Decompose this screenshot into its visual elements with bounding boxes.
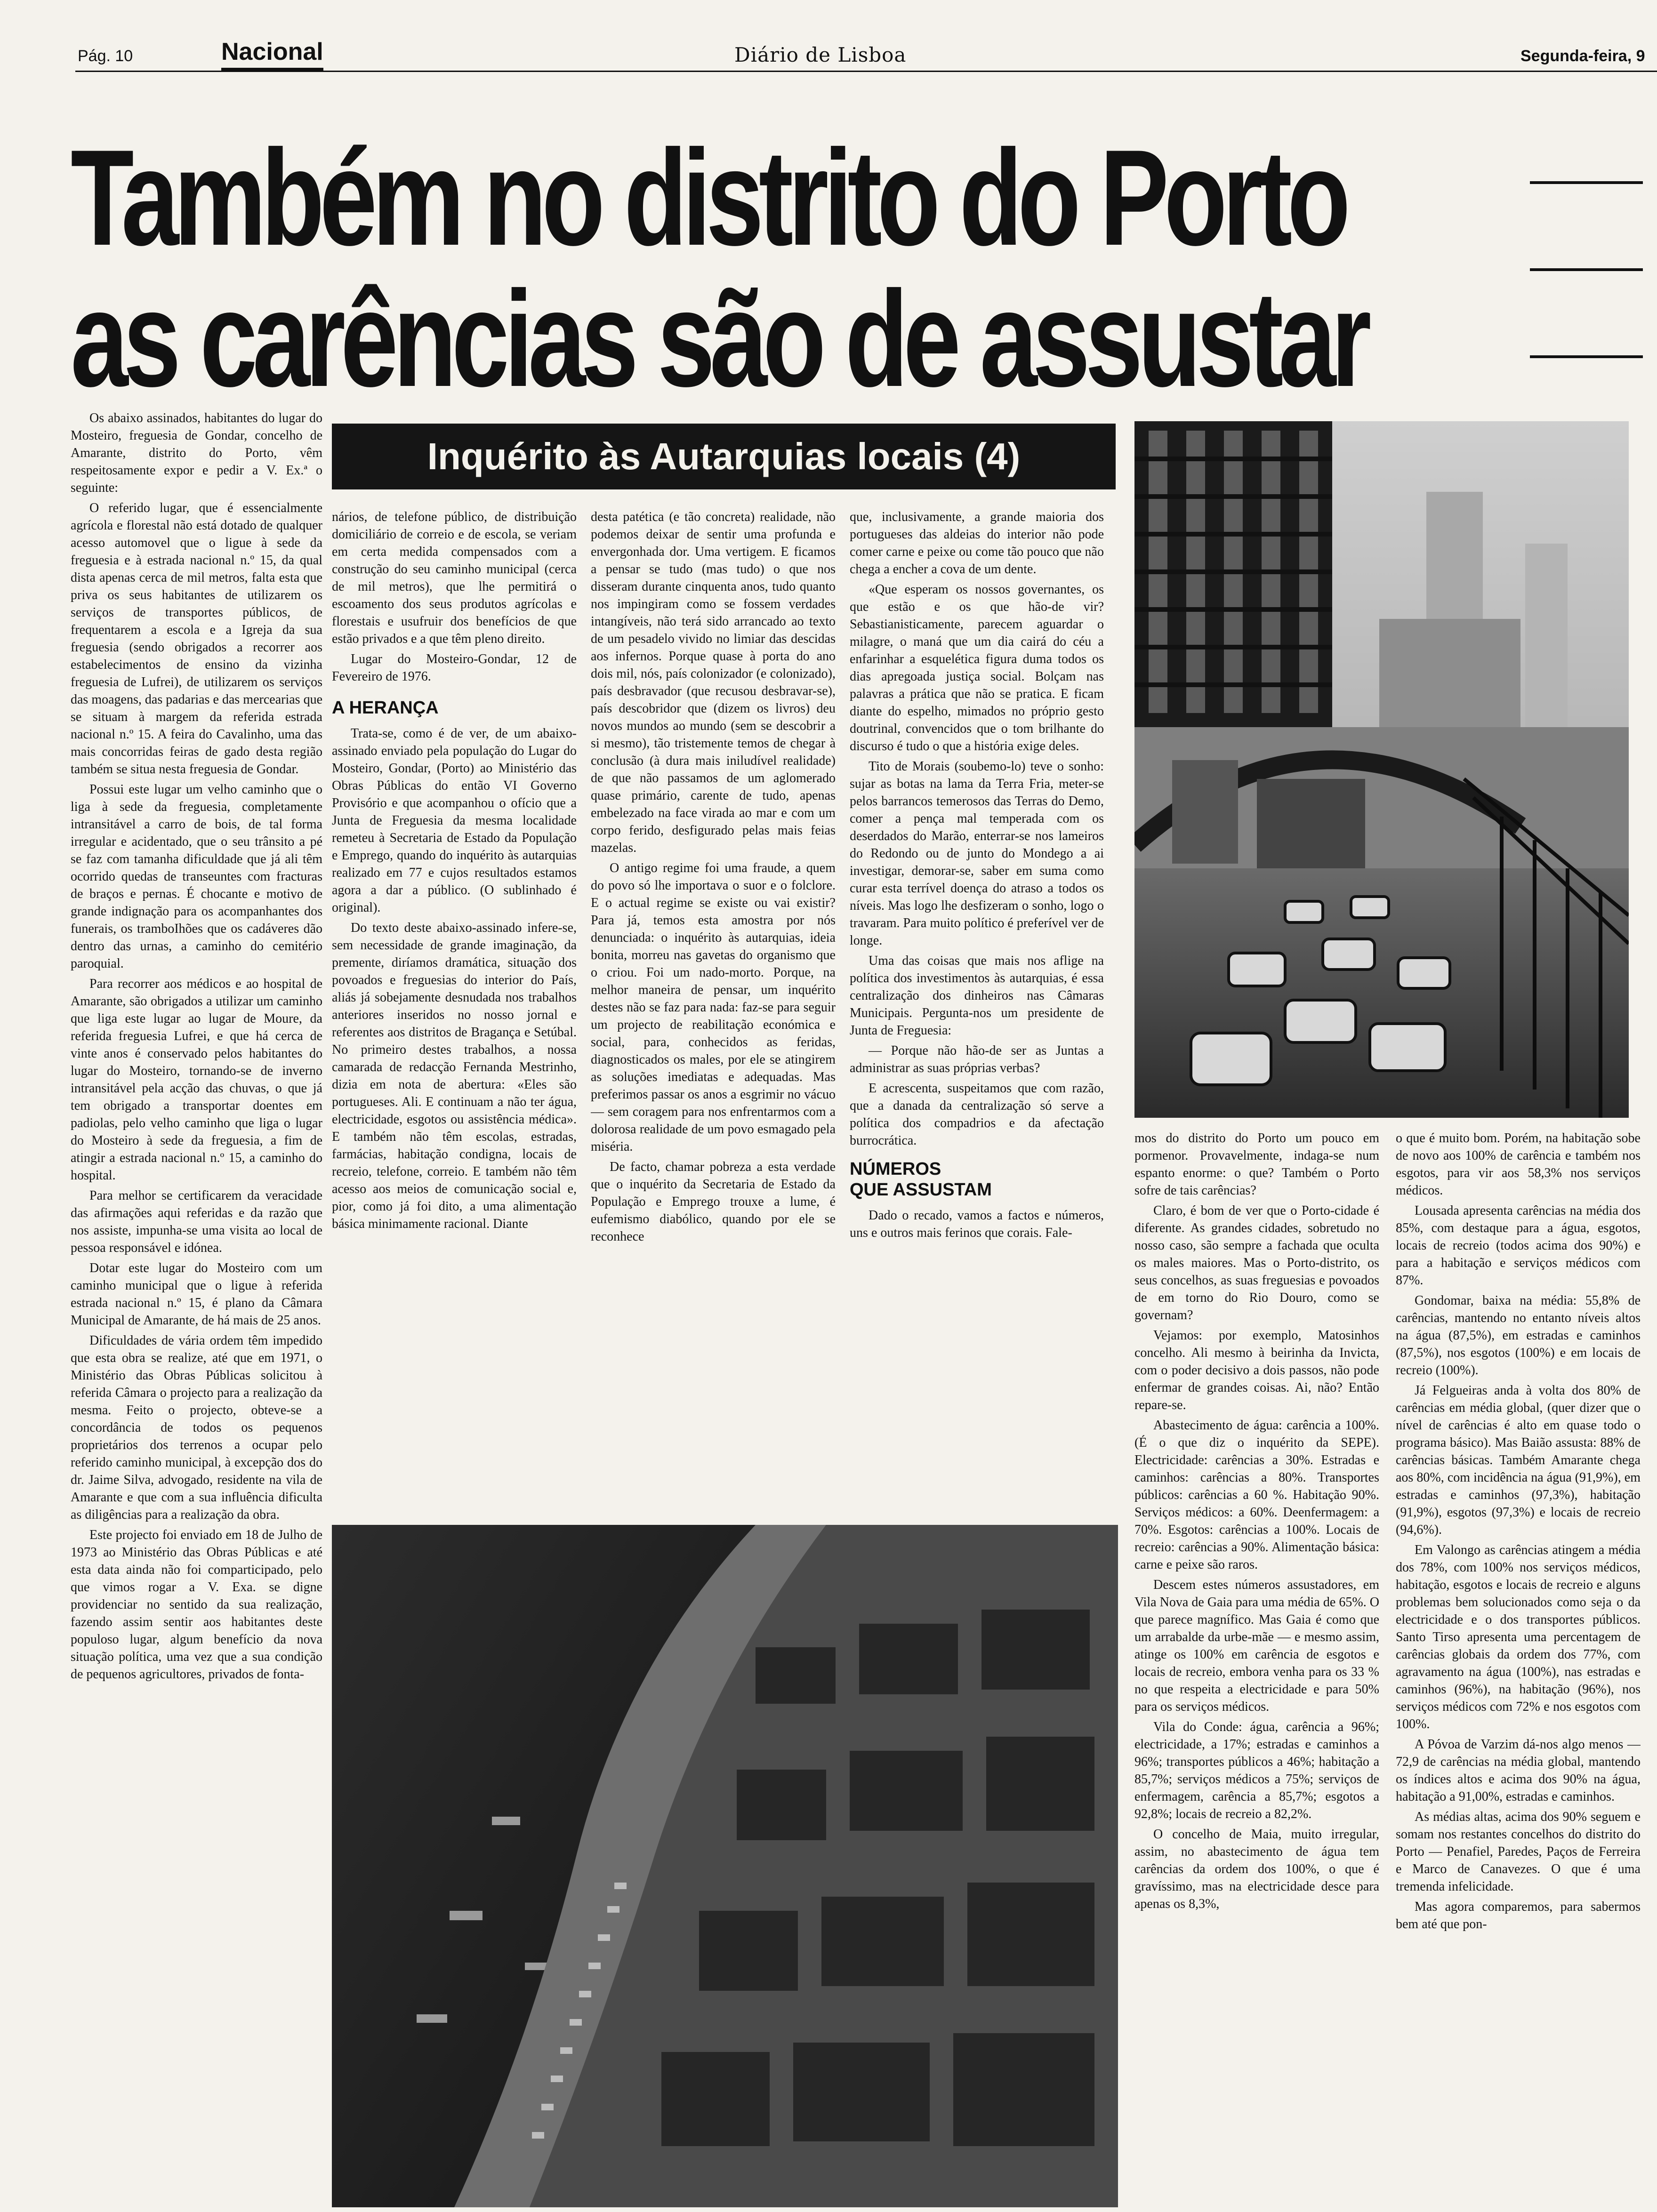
paragraph: Os abaixo assinados, habitantes do lugar do Mosteiro, freguesia de Gondar, concelho de Amarante, distrito do Porto, vêm respeitosamente expor e pedir a V. Ex.ª o seguinte:: [71, 411, 322, 495]
paragraph: A Póvoa de Varzim dá-nos algo menos — 72,9 de carências na média global, mantendo os índices altos e acima dos 90% na água, habitação a 91,00%, estradas e caminhos.: [1396, 1737, 1641, 1804]
article-column-3: [591, 508, 836, 1515]
paragraph: Dado o recado, vamos a factos e números, uns e outros mais ferinos que corais. Fale-: [850, 1208, 1104, 1240]
headline-line-1: Também no distrito do Porto: [71, 121, 1346, 274]
section-name: Nacional: [221, 38, 323, 71]
headline: [71, 121, 1367, 415]
side-rule: [1530, 355, 1643, 358]
paragraph: Possui este lugar um velho caminho que o liga à sede da freguesia, completamente intransitável a carro de bois, de tal forma irregular e acidentado, que o seu trânsito a pé se faz com tamanha dificuldade que já ali têm ocorrido quedas de transeuntes com fracturas de braços e pernas. É chocante e motivo de grande indignação para os acompanhantes dos funerais, os tramboIhões que os cadáveres dão dentro das urnas, a caminho do cemitério paroquial.: [71, 782, 322, 971]
signature-line: Lugar do Mosteiro-Gondar, 12 de Fevereiro de 1976.: [332, 652, 577, 684]
paragraph: Para recorrer aos médicos e ao hospital de Amarante, são obrigados a utilizar um caminho que liga este lugar ao lugar de Moure, da referida freguesia Lufrei, e que há cerca de vinte anos é conservado pelos habitantes do lugar do Mosteiro, tornando-se de inverno intransitável pela acção das chuvas, o que já tem obrigado a transportar doentes em padiolas, pelo velho caminho que liga o lugar do Mosteiro à sede da freguesia, a fim de atingir a estrada nacional n.º 15, a caminho do hospital.: [71, 977, 322, 1183]
paragraph: Abastecimento de água: carência a 100%. (É o que diz o inquérito da SEPE). Electricidade: carências a 30%. Estradas e caminhos: carências a 80%. Transportes públicos: carências a 60 %. Habitação 90%. Serviços médicos: a 60%. Deenfermagem: a 70%. Esgotos: carências a 100%. Locais de recreio: carências a 90%. Alimentação básica: carne e peixe são raros.: [1134, 1418, 1379, 1572]
paragraph: que, inclusivamente, a grande maioria dos portugueses das aldeias do interior não pode comer carne e peixe ou come tão pouco que não chega a encher a cova de um dente.: [850, 510, 1104, 577]
side-rule: [1530, 268, 1643, 271]
paragraph: Para melhor se certificarem da veracidade das afirmações aqui referidas e da razão que nos assiste, impunha-se uma visita ao local de pessoa responsável e idónea.: [71, 1188, 322, 1255]
paragraph: O antigo regime foi uma fraude, a quem do povo só lhe importava o suor e o folclore. E o actual regime se existe ou vai existir? Para já, temos esta amostra por nós denunciada: o inquérito às autarquias, ideia bonita, morreu nas gavetas do organismo que o criou. Foi um nado-morto. Porque, na melhor maneira de pensar, um inquérito destes não se faz para nada: faz-se para seguir um projecto de reabilitação económica e social, para, conhecidos as feridas, diagnosticados os males, por ele se atingirem as soluções imediatas e adequadas. Mas preferimos passar os anos a esgrimir no vácuo — sem coragem para nos enfrentarmos com a dolorosa realidade de um povo esmagado pela miséria.: [591, 861, 836, 1154]
series-banner: Inquérito às Autarquias locais (4): [332, 424, 1116, 489]
paragraph: nários, de telefone público, de distribuição domiciliário de correio e de escola, se veriam em certa medida compensados com a construção do seu caminho municipal (cerca de mil metros), que lhe permitirá o escoamento dos seus produtos agrícolas e florestais e usufruir dos benefícios de que estão privados e a que têm pleno direito.: [332, 510, 577, 646]
paragraph: Lousada apresenta carências na média dos 85%, com destaque para a água, esgotos, locais de recreio (todos acima dos 90%) e para a habitação e serviços médicos com 87%.: [1396, 1203, 1641, 1288]
paragraph: De facto, chamar pobreza a esta verdade que o inquérito da Secretaria de Estado da População e Emprego trouxe a lume, é eufemismo diabólico, quando por ele se reconhece: [591, 1160, 836, 1244]
paragraph: Tito de Morais (soubemo-lo) teve o sonho: sujar as botas na lama da Terra Fria, meter-se pelos barrancos temerosos das Terras do Demo, comer a pença mal temperada com os deserdados do Marão, enterrar-se nos lameiros do Redondo ou de junto do Mondego a ai investigar, demorar-se, saber em suma como curar esta terrível doença do atraso a todos os níveis. Mas logo lhe desfizeram o sonho, logo o travaram. Para muito político é preferível ver de longe.: [850, 759, 1104, 948]
paragraph: Descem estes números assustadores, em Vila Nova de Gaia para uma média de 65%. O que parece magnífico. Mas Gaia é como que um arrabalde da urbe-mãe — e mesmo assim, atinge os 100% em carência de esgotos e locais de recreio, embora venha para os 33 % no que respeita a electricidade e para 50% para os serviços médicos.: [1134, 1578, 1379, 1714]
article-column-6: [1396, 1130, 1641, 2207]
paragraph: Vejamos: por exemplo, Matosinhos concelho. Ali mesmo à beirinha da Invicta, com o poder decisivo a dois passos, não pode enfermar de grandes coisas. Ai, não? Então repare-se.: [1134, 1328, 1379, 1412]
subheading: A HERANÇA: [332, 698, 439, 718]
paragraph: Dificuldades de vária ordem têm impedido que esta obra se realize, até que em 1971, o Ministério das Obras Públicas solicitou à referida Câmara o projecto para a realização da mesma. Feito o projecto, obteve-se a concordância de todos os pequenos proprietários dos terrenos a ocupar pelo referido caminho municipal, à excepção dos do dr. Jaime Silva, advogado, residente na vila de Amarante e que com a sua influência dificulta as diligências para a realização da obra.: [71, 1333, 322, 1522]
paragraph: Dotar este lugar do Mosteiro com um caminho municipal que o ligue à referida estrada nacional n.º 15, é plano da Câmara Municipal de Amarante, de há mais de 25 anos.: [71, 1261, 322, 1328]
paragraph: Do texto deste abaixo-assinado infere-se, sem necessidade de grande imaginação, da premente, diríamos dramática, situação dos povoados e freguesias do interior do País, aliás já sobejamente desnudada nos trabalhos anteriores inseridos no nosso jornal e referentes aos distritos de Bragança e Setúbal. No primeiro destes trabalhos, a nossa camarada de redacção Fernanda Mestrinho, dizia em nota de abertura: «Eles são portugueses. Ali. E continuam a não ter água, electricidade, esgotos ou assistência médica». E também não têm escolas, estradas, farmácias, habitação condigna, locais de recreio, telefone, correio. E também não têm acesso aos meios de comunicação social e, pior, como já foi dito, a uma alimentação básica minimamente racional. Diante: [332, 921, 577, 1231]
article-column-5: [1134, 1130, 1379, 2207]
page-number: Pág. 10: [78, 47, 133, 65]
paragraph: o que é muito bom. Porém, na habitação sobe de novo aos 100% de carência e também nos esgotos, para vir aos 58,3% nos serviços médicos.: [1396, 1131, 1641, 1198]
paragraph: Mas agora comparemos, para sabermos bem até que pon-: [1396, 1899, 1641, 1931]
paragraph: O concelho de Maia, muito irregular, assim, no abastecimento de água tem carências da ordem dos 100%, o que é gravíssimo, mas na electricidade desce para apenas os 8,3%,: [1134, 1827, 1379, 1911]
photo-city-bridge-image: [1134, 421, 1629, 1118]
subheading: [850, 1159, 1104, 1200]
side-rule: [1530, 181, 1643, 184]
paragraph: Em Valongo as carências atingem a média dos 78%, com 100% nos serviços médicos, habitação, esgotos e locais de recreio e alguns problemas bem solucionados como seja o da electricidade e o dos transportes públicos. Santo Tirso apresenta uma percentagem de carências globais da ordem dos 77%, com agravamento na água (100%), nas estradas e caminhos (96%), na habitação (96%), nos serviços médicos com 72% e nos esgotos com 100%.: [1396, 1543, 1641, 1731]
subheading-line: QUE ASSUSTAM: [850, 1180, 992, 1200]
paragraph: — Porque não hão-de ser as Juntas a administrar as suas próprias verbas?: [850, 1043, 1104, 1075]
paragraph: O referido lugar, que é essencialmente agrícola e florestal não está dotado de qualquer acesso automovel que o ligue à sede da freguesia e à estrada nacional n.º 15, da qual dista apenas cerca de mil metros, falta esta que priva os seus habitantes de utilizarem os serviços de transportes públicos, de frequentarem a escola e a Igreja da sua freguesia (sendo obrigados a recorrer aos estabelecimentos de ensino da vizinha freguesia de Lufrei), de utilizarem os serviços das moagens, das padarias e das mercearias que se situam à margem da referida estrada nacional n.º 15. A feira do Cavalinho, uma das mais concorridas feiras de gado desta região também se situa nesta freguesia de Gondar.: [71, 501, 322, 777]
paragraph: «Que esperam os nossos governantes, os que estão e os que hão-de vir? Sebastianisticamente, parecem aguardar o milagre, o maná que um dia cairá do céu a enfarinhar a esquelética figura duma todos os dias apregoada justiça social. Bolçam nas palavras a prática que não se pratica. E ficam diante do espelho, mimados no próprio gesto doutrinal, convencidos que o tom brilhante do discurso é tudo o que a história exige deles.: [850, 582, 1104, 753]
paragraph: Uma das coisas que mais nos aflige na política dos investimentos às autarquias, é essa centralização dos dinheiros nas Câmaras Municipais. Pergunta-nos um presidente de Junta de Freguesia:: [850, 954, 1104, 1038]
paragraph: Gondomar, baixa na média: 55,8% de carências, mantendo no entanto níveis altos na água (87,5%), em estradas e caminhos (87,5%), nos esgotos (100%) e em locais de recreio (100%).: [1396, 1293, 1641, 1378]
paragraph: desta patética (e tão concreta) realidade, não podemos deixar de sentir uma profunda e envergonhada dor. Uma vertigem. E ficamos a pensar se tudo (mas tudo) o que nos disseram durante cinquenta anos, tudo quanto nos impingiram como se fossem verdades intangíveis, não terá sido arrancado ao texto de um pesadelo vivido no limiar das descidas aos infernos. Porque quase à porta do ano dois mil, nós, país colonizador (e colonizado), país desbravador (que recusou desbravar-se), país descobridor que (dizem os livros) deu novos mundos ao mundo (sem se descobrir a si mesmo), tão tristemente temos de chegar à conclusão (à dura mais iniludível realidade) de que não passamos de um aglomerado quase primário, carente de tudo, apenas embelezado na face virada ao mar e com um corpo ferido, desfigurado pelas mais feias mazelas.: [591, 510, 836, 855]
paragraph: As médias altas, acima dos 90% seguem e somam nos restantes concelhos do distrito do Porto — Penafiel, Paredes, Paços de Ferreira e Marco de Canavezes. O que é uma tremenda infelicidade.: [1396, 1810, 1641, 1894]
paragraph: Vila do Conde: água, carência a 96%; electricidade, a 17%; estradas e caminhos a 96%; transportes públicos a 46%; habitação a 85,7%; serviços médicos a 75%; serviços de enfermagem, carência a 85,7%; esgotos a 92,8%; locais de recreio a 82,2%.: [1134, 1720, 1379, 1821]
issue-date: Segunda-feira, 9: [1520, 47, 1645, 65]
photo-aerial-river: [332, 1525, 1118, 2207]
paragraph: Claro, é bom de ver que o Porto-cidade é diferente. As grandes cidades, sobretudo no nosso caso, são sempre a fachada que oculta os males maiores. Mas o Porto-distrito, os seus concelhos, as suas freguesias e povoados de em torno do Rio Douro, como se governam?: [1134, 1203, 1379, 1322]
paragraph: Já Felgueiras anda à volta dos 80% de carências em média global, (quer dizer que o nível de carências é alto em quase todo o programa básico). Mas Baião assusta: 88% de carências básicas. Também Amarante chega aos 80%, com incidência na água (91,9%), em estradas e caminhos (97,3%), habitação (91,9%), esgotos (97,3%) e locais de recreio (94,6%).: [1396, 1383, 1641, 1537]
article-column-2: [332, 508, 577, 1515]
subheading-line: NÚMEROS: [850, 1159, 941, 1179]
paragraph: Este projecto foi enviado em 18 de Julho de 1973 ao Ministério das Obras Públicas e até esta data ainda não foi comparticipado, pelo que vimos rogar a V. Exa. se digne providenciar no sentido da sua realização, fazendo assim sentir aos habitantes deste populoso lugar, algum benefício da nova situação política, uma vez que a sua condição de pequenos agricultores, privados de fonta-: [71, 1528, 322, 1682]
header-rule: [75, 71, 1657, 72]
photo-aerial-river-image: [332, 1525, 1118, 2207]
masthead: Diário de Lisboa: [734, 43, 907, 66]
paragraph: Trata-se, como é de ver, de um abaixo-assinado enviado pela população do Lugar do Mosteiro, Gondar, (Porto) ao Ministério das Obras Públicas do então VI Governo Provisório e que acompanhou o ofício que a Junta de Freguesia da mesma localidade remeteu à Secretaria de Estado da População e Emprego, quando do inquérito às autarquias realizado em 77 e cujos resultados estamos agora a dar a público. (O sublinhado é original).: [332, 726, 577, 915]
article-column-4: [850, 508, 1104, 1515]
article-column-1: [71, 409, 322, 2207]
photo-city-bridge: [1134, 421, 1629, 1118]
paragraph: mos do distrito do Porto um pouco em pormenor. Provavelmente, indaga-se num espanto enorme: o que? Também o Porto sofre de tais carências?: [1134, 1131, 1379, 1198]
paragraph: E acrescenta, suspeitamos que com razão, que a danada da centralização só serve a política dos compadrios e da afectação burrocrática.: [850, 1081, 1104, 1148]
headline-line-2: as carências são de assustar: [71, 263, 1367, 415]
